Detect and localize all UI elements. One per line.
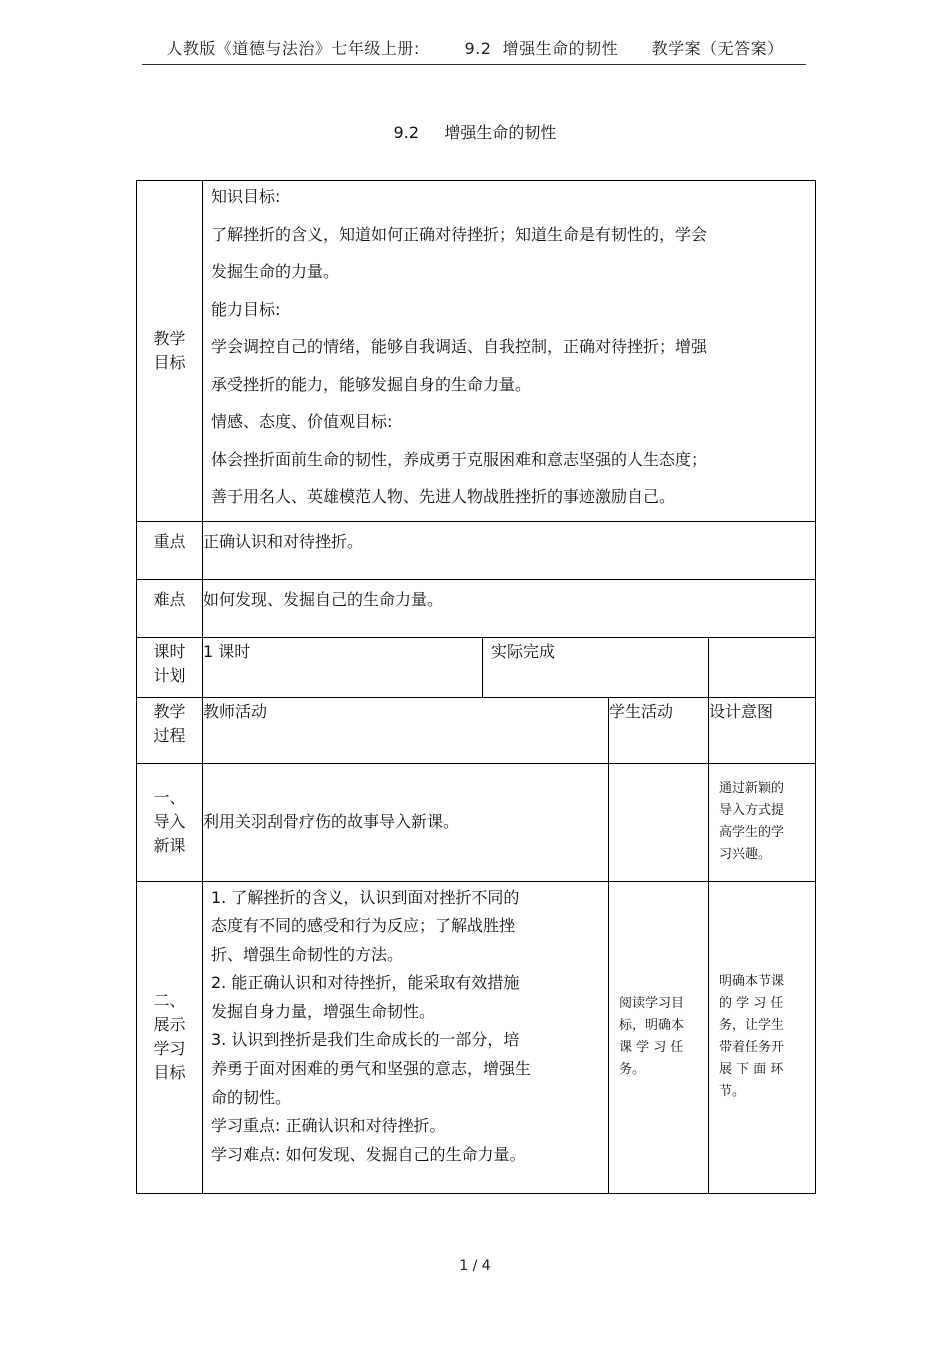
schedule-label: 课时 计划: [153, 641, 186, 685]
design-intent-header: 设计意图: [709, 697, 816, 763]
teacher-line: 折、增强生命韧性的方法。: [211, 944, 404, 964]
teacher-line: 1. 了解挫折的含义，认识到面对挫折不同的: [211, 887, 520, 907]
teacher-line: 学习难点: 如何发现、发掘自己的生命力量。: [211, 1144, 526, 1164]
page-number: 1 / 4: [459, 1258, 491, 1274]
step2-teacher-lines: [203, 882, 608, 1170]
header-rule: [142, 64, 806, 65]
student-line: 务。: [619, 1062, 646, 1077]
step2-label: 二、 展示 学习 目标: [153, 991, 186, 1082]
design-line: 通过新颖的: [719, 781, 785, 796]
objectives-lines: [203, 181, 815, 521]
step1-design-cell: [709, 763, 816, 881]
objective-line: 承受挫折的能力，能够发掘自身的生命力量。: [211, 374, 532, 394]
difficult-point-text: 如何发现、发掘自己的生命力量。: [203, 579, 816, 637]
objective-line: 情感、态度、价值观目标:: [211, 412, 393, 431]
process-label-cell: [137, 697, 203, 763]
design-line: 节。: [719, 1084, 746, 1099]
design-line: 导入方式提: [719, 803, 785, 818]
key-point-text: 正确认识和对待挫折。: [203, 521, 816, 579]
objective-line: 发掘生命的力量。: [211, 262, 340, 281]
step1-teacher: 利用关羽刮骨疗伤的故事导入新课。: [203, 763, 609, 881]
running-header: 人教版《道德与法治》七年级上册: 9.2 增强生命的韧性 教学案（无答案）: [166, 39, 784, 58]
step2-student-cell: [609, 881, 709, 1193]
student-line: 阅读学习目: [619, 996, 685, 1011]
difficult-point-row: [137, 579, 816, 637]
teacher-line: 养勇于面对困难的勇气和坚强的意志，增强生: [211, 1059, 532, 1079]
step2-row: [137, 881, 816, 1193]
objective-line: 学会调控自己的情绪，能够自我调适、自我控制，正确对待挫折；增强: [211, 337, 708, 356]
teacher-line: 3. 认识到挫折是我们生命成长的一部分，培: [211, 1030, 520, 1050]
process-header-row: [137, 697, 816, 763]
design-line: 高学生的学: [719, 825, 785, 840]
step1-label: 一、 导入 新课: [153, 788, 186, 855]
objective-line: 善于用名人、英雄模范人物、先进人物战胜挫折的事迹激励自己。: [211, 487, 676, 506]
step2-design-cell: [709, 881, 816, 1193]
actual-completion-value: [709, 637, 816, 697]
objective-line: 了解挫折的含义，知道如何正确对待挫折；知道生命是有韧性的，学会: [211, 224, 708, 244]
process-label: 教学 过程: [153, 701, 186, 745]
teacher-line: 命的韧性。: [211, 1087, 292, 1107]
step2-label-cell: [137, 881, 203, 1193]
student-line: 标，明确本: [619, 1018, 685, 1033]
step1-student: [609, 763, 709, 881]
design-line: 的 学 习 任: [719, 996, 784, 1011]
step2-teacher-cell: [203, 881, 609, 1193]
teacher-line: 学习重点: 正确认识和对待挫折。: [211, 1116, 446, 1136]
design-line: 习兴趣。: [719, 847, 772, 862]
step1-label-cell: [137, 763, 203, 881]
teacher-line: 2. 能正确认识和对待挫折，能采取有效措施: [211, 973, 520, 993]
teacher-activity-header: 教师活动: [203, 697, 609, 763]
objective-line: 能力目标:: [211, 299, 281, 319]
design-line: 展 下 面 环: [719, 1062, 784, 1077]
student-line: 课 学 习 任: [619, 1040, 684, 1055]
schedule-label-cell: [137, 637, 203, 697]
objectives-content-cell: [203, 181, 816, 522]
objectives-label-cell: [137, 181, 203, 522]
schedule-row: [137, 637, 816, 697]
actual-completion-label: 实际完成: [483, 637, 709, 697]
objective-line: 体会挫折面前生命的韧性，养成勇于克服困难和意志坚强的人生态度；: [211, 449, 708, 469]
step1-row: [137, 763, 816, 881]
teacher-line: 发掘自身力量，增强生命韧性。: [211, 1001, 436, 1021]
design-line: 带着任务开: [719, 1040, 785, 1055]
objectives-row: [137, 181, 816, 522]
objective-line: 知识目标:: [211, 187, 281, 206]
difficult-point-label: 难点: [137, 579, 203, 637]
design-line: 务，让学生: [719, 1018, 785, 1033]
document-title: 9.2 增强生命的韧性: [393, 123, 557, 142]
student-activity-header: 学生活动: [609, 697, 709, 763]
objectives-label: 教学 目标: [153, 328, 186, 372]
key-point-row: [137, 521, 816, 579]
schedule-hours: 1 课时: [203, 637, 483, 697]
key-point-label: 重点: [137, 521, 203, 579]
design-line: 明确本节课: [719, 974, 785, 989]
lesson-plan-table: [136, 180, 816, 1194]
teacher-line: 态度有不同的感受和行为反应；了解战胜挫: [211, 916, 516, 936]
